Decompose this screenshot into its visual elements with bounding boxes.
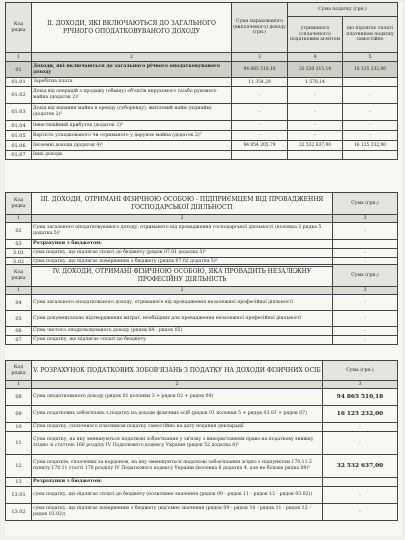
table-row: 12 Сума податків, сплачених за кордоном, на яку зменшуються податкові зобов'язання згідно з підпунктом 170.11.2 пункту 170.11 статті 170 розділу IV Податкового кодексу України (колонка 6 додатка 4, але не більше рядка 09)⁵ 32 532 637,00 xyxy=(6,455,398,478)
table-row: 08 Сума оподаткованого доходу (рядок 01 колонки 3 + рядок 02 + рядок 04) 94 865 510,18 xyxy=(6,389,398,406)
section-2-table: Код рядка II. ДОХОДИ, ЯКІ ВКЛЮЧАЮТЬСЯ ДО ЗАГАЛЬНОГО РІЧНОГО ОПОДАТКОВУВАНОГО ДОХОДУ Сума нарахованого (виплаченого) доходу (грн.) Сума податку (грн.) утриманого (сплаченого) податковим агентом що підлягає сплаті платником податку самостійно 1 2 3 4 5 01 Доходи, які включаються до загального річного оподатковуваного доходу 94 865 510,18 32 530 215,14 16 125 232,00 01.01 Заробітна плата 11 354,29 1 578,14 - 01.02 Дохід від операцій з продажу (обміну) об'єктів нерухомого та/або рухомого майна (додаток 2)⁵ - - - 01.03 Дохід від надання майна в оренду (суборенду), житловий найм (піднайм) (додаток 2)⁵ - - - 01.04 Інвестиційний прибуток (додаток 3)⁵ - - - 01.05 Вартість успадкованого чи отриманого у дарунок майна (додаток 2)⁵ - - - 01.06 Іноземні доходи (додаток 4)⁵ 94 854 205,79 32 532 637,00 16 125 232,00 01.07 Інші доходи xyxy=(5,2,398,160)
section-4-table: Код рядка IV. ДОХОДИ, ОТРИМАНІ ФІЗИЧНОЮ ОСОБОЮ, ЯКА ПРОВАДИТЬ НЕЗАЛЕЖНУ ПРОФЕСІЙНУ ДІЯЛЬНІСТЬ Сума (грн.) 1 2 3 04 Сума загального оподаткованого доходу, отриманого від провадження незалежної професійної діяльності - 05 Сума документально підтверджених витрат, необхідних для провадження незалежної професійної діяльності - 06 Сума чистого оподатковуваного доходу (рядок 04 - рядок 05) - 07 Сума податку, що підлягає сплаті до бюджету - xyxy=(5,264,398,345)
table-row: 01.03 Дохід від надання майна в оренду (суборенду), житловий найм (піднайм) (додаток 2)⁵ - - - xyxy=(6,104,398,121)
table-row: 02 Сума загального оподатковуваного доходу, отриманого від провадження господарської діяльності (колонка 3 рядка 5 додатка 5)⁵ - xyxy=(6,223,398,240)
code-header: Код рядка xyxy=(6,193,32,215)
section-5-table: Код рядка V. РОЗРАХУНОК ПОДАТКОВИХ ЗОБОВ'ЯЗАНЬ З ПОДАТКУ НА ДОХОДИ ФІЗИЧНИХ ОСІБ Сума (грн.) 1 2 3 08 Сума оподаткованого доходу (рядок 01 колонки 3 + рядок 02 + рядок 04) 94 865 510,18 09 Сума податкових зобов'язань з податку на доходи фізичних осіб (рядок 01 колонки 5 + рядок 03.01 + рядок 07) 16 125 232,00 10 Сума податку, сплаченого платником податку самостійно на дату подання декларації - 11 Сума податку, на яку зменшуються податкові зобов'язання у зв'язку з використанням права на податкову знижку згідно зі статтею 166 розділу IV Податкового кодексу України (рядок 52 додатка 6)⁵ - 12 Сума податків, сплачених за кордоном, на яку зменшуються податкові зобов'язання згідно з підпунктом 170.11.2 пункту 170.11 статті 170 розділу IV Податкового кодексу України (колонка 6 додатка 4, але не більше рядка 09)⁵ 32 532 637,00 13 Розрахунки з бюджетом: 13.01 сума податку, що підлягає сплаті до бюджету (позитивне значення (рядок 09 - рядок 11 - рядок 12 - рядок 03.02)) - 13.02 сума податку, що підлягає поверненню з бюджету (від'ємне значення (рядок 09 - рядок 10 - рядок 11 - рядок 12 - рядок 03.02)) - xyxy=(5,360,398,521)
declaration-page xyxy=(5,2,402,536)
section-5-title: V. РОЗРАХУНОК ПОДАТКОВИХ ЗОБОВ'ЯЗАНЬ З ПОДАТКУ НА ДОХОДИ ФІЗИЧНИХ ОСІБ xyxy=(32,361,323,381)
table-row: 01.04 Інвестиційний прибуток (додаток 3)⁵ - - - xyxy=(6,121,398,131)
sum-column-header: Сума (грн.) xyxy=(323,361,398,381)
table-row: 3.01 сума податку, що підлягає сплаті до бюджету (рядок 07.01 додатка 5)⁵ - xyxy=(6,249,398,258)
table-row: 09 Сума податкових зобов'язань з податку на доходи фізичних осіб (рядок 01 колонки 5 + рядок 03.01 + рядок 07) 16 125 232,00 xyxy=(6,406,398,423)
table-row: 01.06 Іноземні доходи (додаток 4)⁵ 94 854 205,79 32 532 637,00 16 125 232,00 xyxy=(6,141,398,151)
table-row: 01.02 Дохід від операцій з продажу (обміну) об'єктів нерухомого та/або рухомого майна (додаток 2)⁵ - - - xyxy=(6,87,398,104)
table-row: 13.01 сума податку, що підлягає сплаті до бюджету (позитивне значення (рядок 09 - рядок 11 - рядок 12 - рядок 03.02)) - xyxy=(6,487,398,504)
table-row: 05 Сума документально підтверджених витрат, необхідних для провадження незалежної професійної діяльності - xyxy=(6,311,398,327)
tax-group-header: Сума податку (грн.) xyxy=(288,3,398,17)
table-row: 13.02 сума податку, що підлягає поверненню з бюджету (від'ємне значення (рядок 09 - рядок 10 - рядок 11 - рядок 12 - рядок 03.02)) - xyxy=(6,504,398,521)
section-3-title: III. ДОХОДИ, ОТРИМАНІ ФІЗИЧНОЮ ОСОБОЮ - ПІДПРИЄМЦЕМ ВІД ПРОВАДЖЕННЯ ГОСПОДАРСЬКОЇ ДІЯЛЬНОСТІ xyxy=(32,193,333,215)
section-3-table: Код рядка III. ДОХОДИ, ОТРИМАНІ ФІЗИЧНОЮ ОСОБОЮ - ПІДПРИЄМЦЕМ ВІД ПРОВАДЖЕННЯ ГОСПОДАРСЬКОЇ ДІЯЛЬНОСТІ Сума (грн.) 1 2 3 02 Сума загального оподатковуваного доходу, отриманого від провадження господарської діяльності (колонка 3 рядка 5 додатка 5)⁵ - 03 Розрахунки з бюджетом: 3.01 сума податку, що підлягає сплаті до бюджету (рядок 07.01 додатка 5)⁵ - 3.02 сума податку, що підлягає поверненню з бюджету (рядок 07.02 додатка 5)⁵ - xyxy=(5,192,398,267)
table-row: 01 Доходи, які включаються до загального річного оподатковуваного доходу 94 865 510,18 32 530 215,14 16 125 232,00 xyxy=(6,62,398,78)
table-row: 13 Розрахунки з бюджетом: xyxy=(6,478,398,487)
table-row: 01.07 Інші доходи xyxy=(6,151,398,160)
table-row: 04 Сума загального оподаткованого доходу, отриманого від провадження незалежної професійної діяльності - xyxy=(6,295,398,311)
table-row: 03 Розрахунки з бюджетом: xyxy=(6,240,398,249)
table-row: 3.02 сума податку, що підлягає поверненню з бюджету (рядок 07.02 додатка 5)⁵ - xyxy=(6,258,398,267)
sum-column-header: Сума (грн.) xyxy=(333,193,398,215)
code-header: Код рядка xyxy=(6,265,32,287)
table-row: 01.01 Заробітна плата 11 354,29 1 578,14 - xyxy=(6,78,398,87)
table-row: 01.05 Вартість успадкованого чи отриманого у дарунок майна (додаток 2)⁵ - - - xyxy=(6,131,398,141)
table-row: 11 Сума податку, на яку зменшуються податкові зобов'язання у зв'язку з використанням права на податкову знижку згідно зі статтею 166 розділу IV Податкового кодексу України (рядок 52 додатка 6)⁵ - xyxy=(6,432,398,455)
section-4-title: IV. ДОХОДИ, ОТРИМАНІ ФІЗИЧНОЮ ОСОБОЮ, ЯКА ПРОВАДИТЬ НЕЗАЛЕЖНУ ПРОФЕСІЙНУ ДІЯЛЬНІСТЬ xyxy=(32,265,333,287)
section-2-title: II. ДОХОДИ, ЯКІ ВКЛЮЧАЮТЬСЯ ДО ЗАГАЛЬНОГО РІЧНОГО ОПОДАТКОВУВАНОГО ДОХОДУ xyxy=(32,3,232,53)
table-row: 10 Сума податку, сплаченого платником податку самостійно на дату подання декларації - xyxy=(6,423,398,432)
table-row: 06 Сума чистого оподатковуваного доходу (рядок 04 - рядок 05) - xyxy=(6,327,398,336)
sum-column-header: Сума (грн.) xyxy=(333,265,398,287)
agent-column-header: утриманого (сплаченого) податковим агентом xyxy=(288,17,343,53)
code-header: Код рядка xyxy=(6,361,32,381)
code-header: Код рядка xyxy=(6,3,32,53)
income-column-header: Сума нарахованого (виплаченого) доходу (грн.) xyxy=(232,3,288,53)
self-column-header: що підлягає сплаті платником податку самостійно xyxy=(343,17,398,53)
table-row: 07 Сума податку, що підлягає сплаті до бюджету - xyxy=(6,336,398,345)
